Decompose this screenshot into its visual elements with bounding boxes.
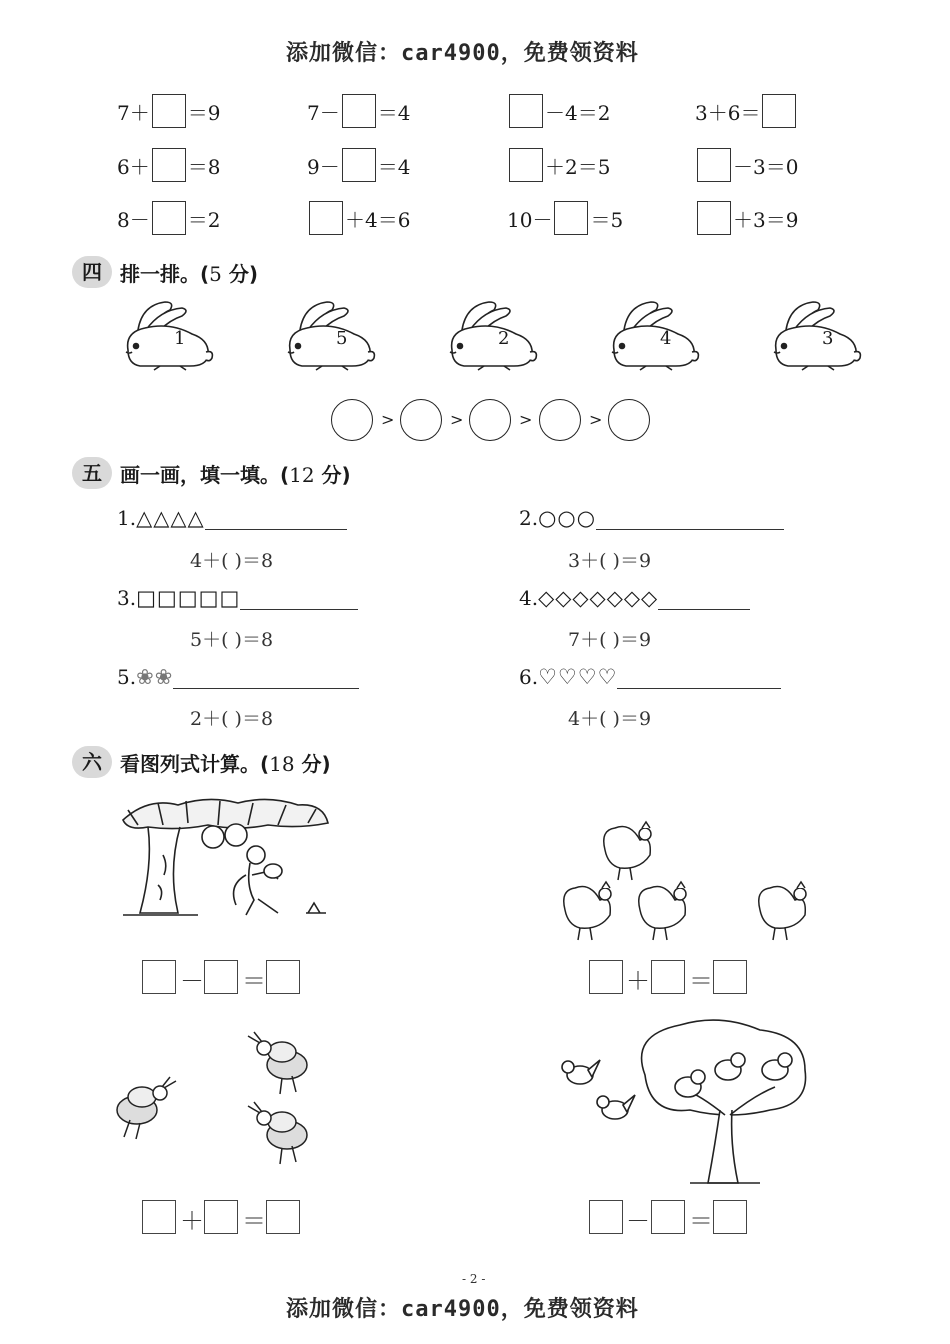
fill-equation xyxy=(507,148,610,182)
monkey-peach-tree-illustration xyxy=(118,795,333,925)
equals-sign: ＝ xyxy=(242,967,266,995)
item-label: 3. xyxy=(117,586,137,610)
order-circle[interactable] xyxy=(608,399,650,441)
bees-illustration xyxy=(112,1030,322,1180)
equation-suffix: ＝8 xyxy=(187,154,221,179)
answer-line[interactable] xyxy=(240,587,358,610)
banner-bottom: 添加微信：car4900，免费领资料 xyxy=(286,1297,639,1322)
page-number: - 2 - xyxy=(462,1272,486,1286)
section-4-points: 5 xyxy=(209,261,222,286)
plus-sign: ＋ xyxy=(180,1207,204,1235)
q1-answer-box-1[interactable] xyxy=(142,960,176,994)
fill-equation xyxy=(307,148,410,182)
banner-top: 添加微信：car4900，免费领资料 xyxy=(286,41,639,66)
draw-item-4 xyxy=(519,586,750,610)
answer-box[interactable] xyxy=(152,94,186,128)
rabbit-icon xyxy=(120,300,215,372)
answer-line[interactable] xyxy=(658,587,750,610)
section-6-unit: 分) xyxy=(294,751,331,776)
answer-box[interactable] xyxy=(762,94,796,128)
fill-equation xyxy=(307,201,410,235)
section-4-title: 排一排。( xyxy=(120,261,210,286)
answer-box[interactable] xyxy=(342,94,376,128)
equation-prefix: 7＋ xyxy=(117,100,150,125)
fill-equation xyxy=(307,94,410,128)
answer-line[interactable] xyxy=(205,507,347,530)
equals-sign: ＝ xyxy=(689,1207,713,1235)
equals-sign: ＝ xyxy=(689,967,713,995)
minus-sign: － xyxy=(180,967,204,995)
equation-suffix: ＋4＝6 xyxy=(345,207,411,232)
equation-suffix: －4＝2 xyxy=(545,100,611,125)
equation-1: 4＋( )＝8 xyxy=(190,550,274,572)
equation-3: 5＋( )＝8 xyxy=(190,629,274,651)
answer-box[interactable] xyxy=(152,148,186,182)
q4-answer-box-2[interactable] xyxy=(651,1200,685,1234)
item-label: 5. xyxy=(117,665,137,689)
fill-equation xyxy=(117,201,220,235)
section-5-points: 12 xyxy=(289,462,315,487)
answer-box[interactable] xyxy=(309,201,343,235)
rabbit-icon xyxy=(768,300,863,372)
square-shapes: □□□□□ xyxy=(136,586,241,610)
rabbit-number: 2 xyxy=(498,328,510,349)
rabbit-icon xyxy=(606,300,701,372)
rabbit-icon xyxy=(282,300,377,372)
rabbit-icon xyxy=(444,300,539,372)
draw-item-3 xyxy=(117,586,358,610)
answer-box[interactable] xyxy=(509,94,543,128)
item-label: 1. xyxy=(117,506,137,530)
rabbit-number: 4 xyxy=(660,328,672,349)
diamond-shapes: ◇◇◇◇◇◇◇ xyxy=(538,586,659,610)
minus-sign: － xyxy=(626,1207,650,1235)
equation-4: 7＋( )＝9 xyxy=(568,629,652,651)
rabbit xyxy=(768,300,863,376)
greater-than-sign: > xyxy=(381,410,395,429)
item-label: 6. xyxy=(519,665,539,689)
fill-equation xyxy=(117,148,220,182)
equals-sign: ＝ xyxy=(242,1207,266,1235)
rabbit-number: 3 xyxy=(822,328,834,349)
heart-shapes: ♡♡♡♡ xyxy=(538,665,618,689)
plus-sign: ＋ xyxy=(626,967,650,995)
answer-line[interactable] xyxy=(173,666,359,689)
draw-item-6 xyxy=(519,665,781,689)
equation-suffix: ＝9 xyxy=(187,100,221,125)
fill-equation xyxy=(695,201,798,235)
circle-shapes: ○○○ xyxy=(538,506,597,530)
rabbit xyxy=(120,300,215,376)
equation-prefix: 6＋ xyxy=(117,154,150,179)
answer-box[interactable] xyxy=(152,201,186,235)
draw-item-1 xyxy=(117,506,347,530)
greater-than-sign: > xyxy=(589,410,603,429)
equation-suffix: －3＝0 xyxy=(733,154,799,179)
section-6-heading xyxy=(72,746,331,778)
fill-equation xyxy=(507,94,610,128)
order-circle[interactable] xyxy=(469,399,511,441)
answer-box[interactable] xyxy=(554,201,588,235)
equation-prefix: 7－ xyxy=(307,100,340,125)
item-label: 4. xyxy=(519,586,539,610)
rabbit xyxy=(282,300,377,376)
section-5-title: 画一画，填一填。( xyxy=(120,462,290,487)
rabbit-number: 1 xyxy=(174,328,186,349)
section-5-number: 五 xyxy=(72,457,112,489)
answer-box[interactable] xyxy=(697,201,731,235)
q3-answer-box-3[interactable] xyxy=(266,1200,300,1234)
greater-than-sign: > xyxy=(519,410,533,429)
fill-equation xyxy=(695,148,798,182)
q1-answer-box-3[interactable] xyxy=(266,960,300,994)
triangle-shapes: △△△△ xyxy=(136,506,205,530)
answer-box[interactable] xyxy=(509,148,543,182)
equation-6: 4＋( )＝9 xyxy=(568,708,652,730)
section-4-unit: 分) xyxy=(221,261,258,286)
equation-5: 2＋( )＝8 xyxy=(190,708,274,730)
greater-than-sign: > xyxy=(450,410,464,429)
q2-answer-box-1[interactable] xyxy=(589,960,623,994)
order-circle[interactable] xyxy=(400,399,442,441)
item-label: 2. xyxy=(519,506,539,530)
equation-prefix: 3＋6＝ xyxy=(695,100,761,125)
tree-birds-illustration xyxy=(560,1015,820,1185)
equation-prefix: 9－ xyxy=(307,154,340,179)
draw-item-5 xyxy=(117,665,359,689)
section-6-title: 看图列式计算。( xyxy=(120,751,270,776)
draw-item-2 xyxy=(519,506,784,530)
equation-suffix: ＋3＝9 xyxy=(733,207,799,232)
answer-box[interactable] xyxy=(697,148,731,182)
fill-equation xyxy=(117,94,220,128)
section-5-heading xyxy=(72,457,351,489)
q4-answer-box-1[interactable] xyxy=(589,1200,623,1234)
answer-box[interactable] xyxy=(342,148,376,182)
rabbit xyxy=(606,300,701,376)
flower-shapes: ❀❀ xyxy=(136,665,174,689)
fill-equation xyxy=(695,94,798,128)
section-6-number: 六 xyxy=(72,746,112,778)
fill-equation xyxy=(507,201,623,235)
q4-answer-box-3[interactable] xyxy=(713,1200,747,1234)
q1-answer-box-2[interactable] xyxy=(204,960,238,994)
equation-suffix: ＝4 xyxy=(377,154,411,179)
q3-answer-box-1[interactable] xyxy=(142,1200,176,1234)
rabbit xyxy=(444,300,539,376)
equation-suffix: ＝2 xyxy=(187,207,221,232)
roosters-illustration xyxy=(560,815,825,945)
equation-suffix: ＝4 xyxy=(377,100,411,125)
section-5-unit: 分) xyxy=(314,462,351,487)
section-4-heading xyxy=(72,256,258,288)
q3-answer-box-2[interactable] xyxy=(204,1200,238,1234)
equation-prefix: 8－ xyxy=(117,207,150,232)
q2-answer-box-3[interactable] xyxy=(713,960,747,994)
section-6-points: 18 xyxy=(269,751,295,776)
q2-answer-box-2[interactable] xyxy=(651,960,685,994)
answer-line[interactable] xyxy=(617,666,781,689)
rabbit-number: 5 xyxy=(336,328,348,349)
equation-suffix: ＝5 xyxy=(590,207,624,232)
equation-suffix: ＋2＝5 xyxy=(545,154,611,179)
section-4-number: 四 xyxy=(72,256,112,288)
order-circle[interactable] xyxy=(331,399,373,441)
answer-line[interactable] xyxy=(596,507,784,530)
equation-prefix: 10－ xyxy=(507,207,553,232)
equation-2: 3＋( )＝9 xyxy=(568,550,652,572)
order-circle[interactable] xyxy=(539,399,581,441)
